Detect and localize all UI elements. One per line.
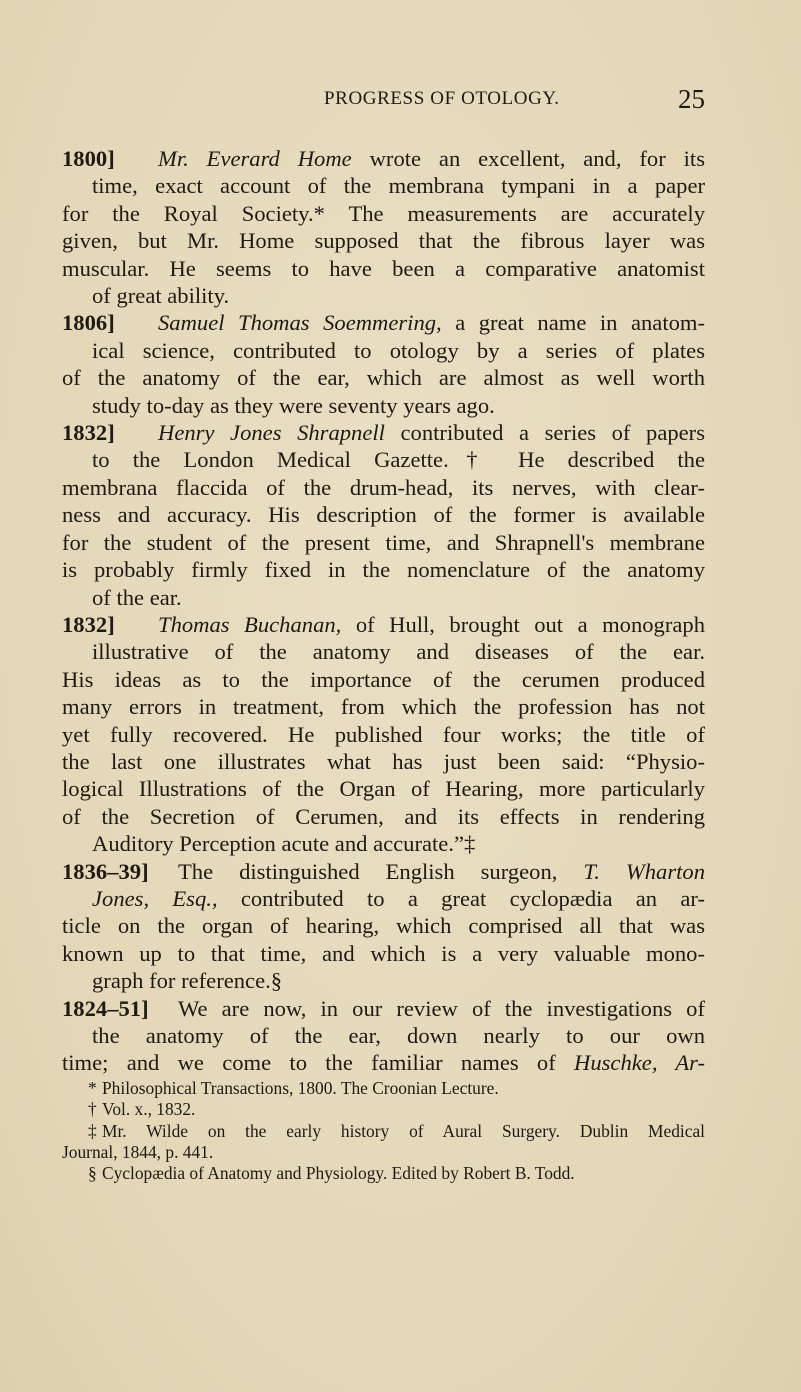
- section-mark: §: [88, 1163, 97, 1184]
- text-line: membrana flaccida of the drum-head, its nerves, with clear-: [62, 474, 705, 500]
- dagger-mark: †: [88, 1099, 97, 1120]
- text-line: study to-day as they were seventy years ago.: [92, 392, 495, 418]
- entry-date: 1824–51]: [62, 995, 149, 1021]
- text-line: 1824–51] We are now, in our review of the investigations of: [62, 995, 705, 1021]
- person-name: Thomas Buchanan,: [158, 611, 342, 637]
- text-line: the anatomy of the ear, down nearly to our own: [92, 1023, 705, 1048]
- text-line: 1832] Thomas Buchanan, of Hull, brought out a monograph: [62, 611, 705, 637]
- text-line: ticle on the organ of hearing, which comprised all that was: [62, 913, 705, 939]
- entry-date: 1832]: [62, 611, 115, 637]
- entry-date: 1832]: [62, 420, 115, 446]
- text-line: illustrative of the anatomy and diseases of the ear.: [92, 639, 705, 665]
- entry-date: 1836–39]: [62, 858, 149, 884]
- text-line: time; and we come to the familiar names of Huschke, Ar-: [62, 1050, 705, 1076]
- text-line: of the Secretion of Cerumen, and its effects in rendering: [62, 803, 705, 829]
- text-line: 1832] Henry Jones Shrapnell contributed a series of papers: [62, 420, 705, 446]
- footnote: § Cyclopædia of Anatomy and Physiology. Edited by Robert B. Todd.: [88, 1163, 575, 1184]
- text-line: yet fully recovered. He published four works; the title of: [62, 721, 705, 747]
- text-line: graph for reference.§: [92, 968, 283, 994]
- double-dagger-mark: ‡: [88, 1120, 97, 1141]
- person-name: Jones, Esq.,: [92, 885, 218, 911]
- running-head: [62, 84, 705, 114]
- text-line: of the ear.: [92, 584, 182, 610]
- text-line: the last one illustrates what has just been said: “Physio-: [62, 748, 705, 774]
- text-line: for the Royal Society.* The measurements are accurately: [62, 200, 705, 226]
- entry-1832-shrapnell: [62, 419, 705, 611]
- text-line: given, but Mr. Home supposed that the fibrous layer was: [62, 228, 705, 254]
- text-line: 1800] Mr. Everard Home wrote an excellent, and, for its: [62, 146, 705, 171]
- text-line: known up to that time, and which is a very valuable mono-: [62, 940, 705, 966]
- entry-1806: [62, 309, 705, 419]
- person-name: Mr. Everard Home: [158, 146, 352, 171]
- person-name: Henry Jones Shrapnell: [158, 420, 385, 446]
- text-line: of great ability.: [92, 283, 230, 309]
- body-text: [62, 145, 705, 1077]
- footnote: ‡ Mr. Wilde on the early history of Aural Surgery. Dublin Medical: [88, 1120, 705, 1141]
- person-name: Samuel Thomas Soemmering,: [158, 310, 442, 336]
- footnote-continuation: Journal, 1844, p. 441.: [62, 1141, 214, 1162]
- entry-date: 1800]: [62, 146, 115, 171]
- entry-1824-51: [62, 995, 705, 1077]
- text-line: logical Illustrations of the Organ of Hearing, more particularly: [62, 776, 705, 802]
- text-line: time, exact account of the membrana tympani in a paper: [92, 173, 705, 199]
- text-line: 1806] Samuel Thomas Soemmering, a great name in anatom-: [62, 310, 705, 336]
- footnotes: [62, 1078, 705, 1184]
- person-name: Huschke, Ar-: [574, 1050, 705, 1076]
- footnote: * Philosophical Transactions, 1800. The Croonian Lecture.: [88, 1078, 499, 1098]
- entry-1800: [62, 145, 705, 309]
- text-line: is probably firmly fixed in the nomenclature of the anatomy: [62, 557, 705, 583]
- text-line: ical science, contributed to otology by a series of plates: [92, 337, 705, 363]
- text-line: of the anatomy of the ear, which are almost as well worth: [62, 365, 705, 391]
- text-line: Auditory Perception acute and accurate.”‡: [92, 831, 476, 857]
- text-line: Jones, Esq., contributed to a great cyclopædia an ar-: [92, 885, 705, 911]
- text-line: to the London Medical Gazette.† He described the: [92, 447, 705, 473]
- asterisk-mark: *: [88, 1078, 97, 1098]
- entry-date: 1806]: [62, 310, 115, 336]
- entry-1832-buchanan: [62, 611, 705, 858]
- text-line: ness and accuracy. His description of the former is available: [62, 502, 705, 528]
- page-number: 25: [678, 84, 705, 114]
- text-line: His ideas as to the importance of the cerumen produced: [62, 666, 705, 692]
- text-line: muscular. He seems to have been a comparative anatomist: [62, 255, 705, 281]
- footnote: † Vol. x., 1832.: [88, 1099, 196, 1120]
- person-name: T. Wharton: [583, 858, 705, 884]
- entry-1836-39: [62, 858, 705, 995]
- text-line: for the student of the present time, and Shrapnell's membrane: [62, 529, 705, 555]
- running-title: PROGRESS OF OTOLOGY.: [324, 88, 560, 109]
- text-line: many errors in treatment, from which the profession has not: [62, 694, 705, 720]
- text-line: 1836–39] The distinguished English surgeon, T. Wharton: [62, 858, 705, 884]
